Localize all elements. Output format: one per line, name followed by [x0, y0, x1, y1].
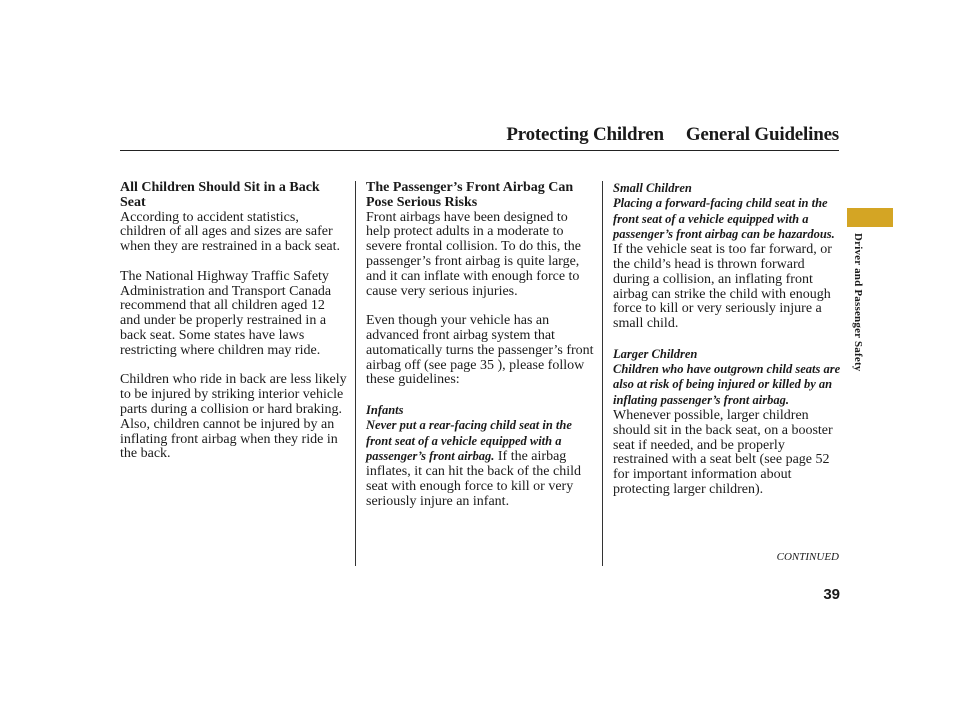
paragraph-infants [366, 418, 594, 510]
heading-airbag-risks: The Passenger’s Front Airbag Can Pose Serious Risks [366, 180, 574, 210]
paragraph-larger-children [613, 362, 841, 498]
section-title: Protecting Children [506, 124, 664, 145]
subheading-small-children: Small Children [613, 181, 692, 195]
paragraph: Even though your vehicle has an advanced front airbag system that automatically turns the passenger’s front airbag off (see page 35 ), please follow these guidelines: [366, 313, 594, 388]
warning-small-children: Placing a forward-facing child seat in the front seat of a vehicle equipped with a passenger’s front airbag can be hazardous. [613, 195, 835, 242]
text-larger-children: Whenever possible, larger children should sit in the back seat, on a booster seat if needed, and be properly restrained with a seat belt (see page 52 for important information about protecting larger children). [613, 407, 833, 497]
column-3 [613, 181, 841, 513]
paragraph: According to accident statistics, children of all ages and sizes are safer when they are restrained in a back seat. [120, 209, 341, 255]
page-header [120, 124, 839, 151]
side-tab-label: Driver and Passenger Safety [852, 233, 864, 372]
text-infants: If the airbag inflates, it can hit the back of the child seat with enough force to kill or very seriously injure an infant. [366, 449, 581, 509]
warning-larger-children: Children who have outgrown child seats are also at risk of being injured or killed by an inflating passenger’s front airbag. [613, 361, 841, 408]
column-2 [366, 181, 594, 524]
paragraph: Front airbags have been designed to help protect adults in a moderate to severe frontal collision. To do this, the passenger’s front airbag is quite large, and it can inflate with enough force to cause very serious injuries. [366, 209, 581, 299]
continued-label: CONTINUED [776, 551, 839, 563]
heading-back-seat: All Children Should Sit in a Back Seat [120, 180, 320, 210]
subheading-infants: Infants [366, 402, 404, 417]
text-small-children: If the vehicle seat is too far forward, or the child’s head is thrown forward during a collision, an inflating front airbag can strike the child with enough force to kill or very seriously injure a small child. [613, 242, 832, 332]
page-number: 39 [823, 586, 840, 603]
paragraph-small-children [613, 196, 841, 332]
column-divider [602, 181, 603, 566]
column-1 [120, 181, 348, 477]
paragraph: The National Highway Traffic Safety Administration and Transport Canada recommend that all children aged 12 and under be properly restrained in a back seat. Some states have laws restricting where children may ride. [120, 268, 332, 358]
subheading-larger-children: Larger Children [613, 346, 698, 361]
column-divider [355, 181, 356, 566]
warning-infants: Never put a rear-facing child seat in the front seat of a vehicle equipped with a passenger’s front airbag. [366, 417, 572, 464]
paragraph: Children who ride in back are less likely to be injured by striking interior vehicle parts during a collision or hard braking. Also, children cannot be injured by an inflating front airbag when they ride in the back. [120, 372, 347, 462]
subsection-title: General Guidelines [685, 124, 839, 145]
section-tab [847, 208, 893, 227]
